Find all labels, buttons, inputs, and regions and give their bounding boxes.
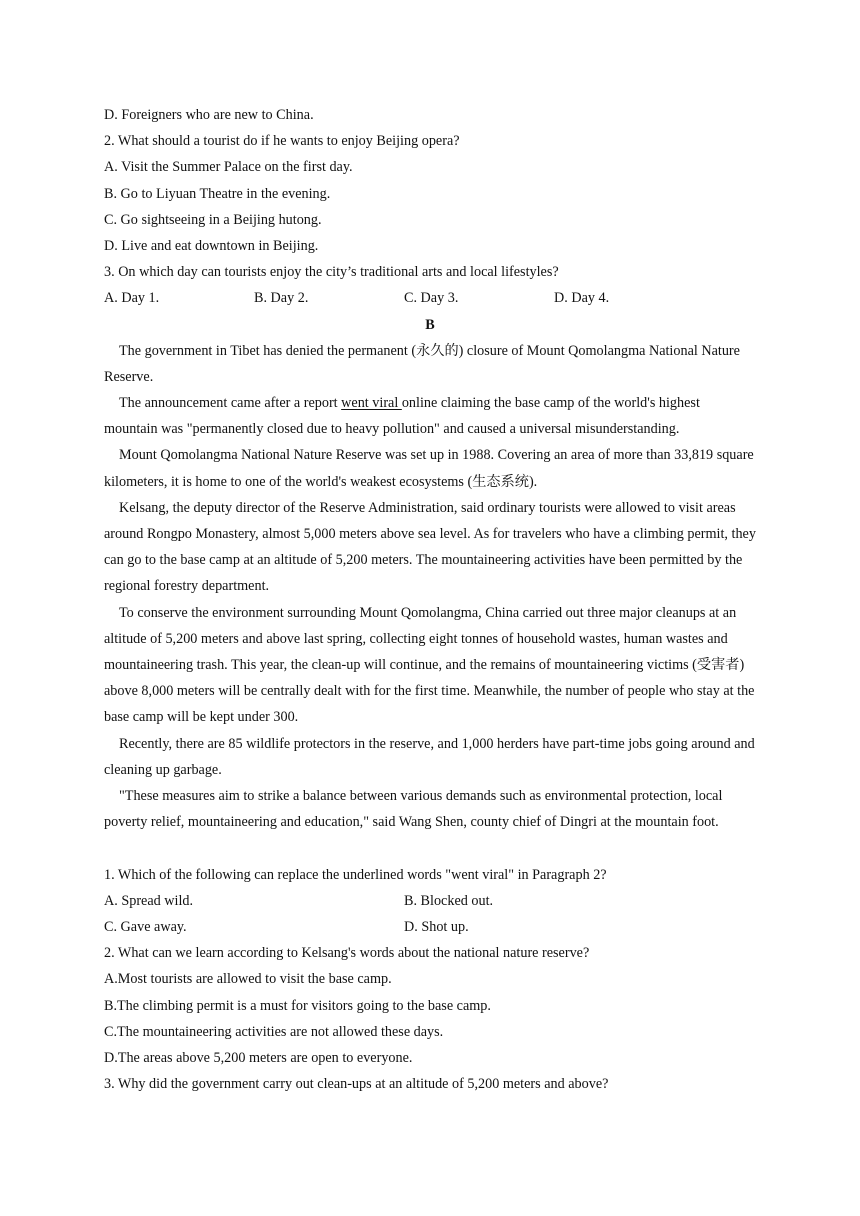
b-q1-option-c: C. Gave away.: [104, 919, 187, 936]
b-paragraph-2-after: online claiming the base camp of the world's highest mountain was "permanently closed due to heavy pollution" and caused a universal misunderstanding.: [104, 395, 700, 438]
a-q3-option-c: C. Day 3.: [404, 290, 459, 307]
b-q1-option-b: B. Blocked out.: [404, 892, 494, 909]
b-q2-option-a: A.Most tourists are allowed to visit the base camp.: [104, 971, 392, 988]
a-q3-stem: 3. On which day can tourists enjoy the city’s traditional arts and local lifestyles?: [104, 264, 559, 281]
a-q1-option-d: D. Foreigners who are new to China.: [104, 107, 314, 123]
b-q3-stem: 3. Why did the government carry out clean-ups at an altitude of 5,200 meters and above?: [104, 1076, 609, 1093]
b-paragraph-1: The government in Tibet has denied the permanent (永久的) closure of Mount Qomolangma National Nature Reserve.: [104, 342, 740, 385]
b-q1-options-row-2: [104, 914, 756, 940]
a-q2-stem: 2. What should a tourist do if he wants to enjoy Beijing opera?: [104, 133, 460, 150]
b-q1-option-d: D. Shot up.: [404, 919, 469, 936]
a-q3-options: [104, 285, 756, 311]
b-paragraph-6: Recently, there are 85 wildlife protectors in the reserve, and 1,000 herders have part-time jobs going around and cleaning up garbage.: [104, 735, 755, 778]
b-paragraph-3: Mount Qomolangma National Nature Reserve was set up in 1988. Covering an area of more than 33,819 square kilometers, it is home to one of the world's weakest ecosystems (生态系统).: [104, 447, 754, 490]
a-q2-option-a: A. Visit the Summer Palace on the first day.: [104, 159, 353, 176]
underlined-went-viral: went viral: [341, 395, 402, 412]
b-q2-option-d: D.The areas above 5,200 meters are open to everyone.: [104, 1049, 413, 1066]
b-q1-options-row-1: [104, 888, 756, 914]
b-paragraph-7: "These measures aim to strike a balance between various demands such as environmental protection, local poverty relief, mountaineering and education," said Wang Shen, county chief of Dingri at the mountain foot.: [104, 788, 723, 831]
section-b-heading: B: [425, 316, 435, 333]
b-q2-option-b: B.The climbing permit is a must for visitors going to the base camp.: [104, 997, 491, 1014]
b-paragraph-5: To conserve the environment surrounding Mount Qomolangma, China carried out three major cleanups at an altitude of 5,200 meters and above last spring, collecting eight tonnes of household wastes, human wastes and mountaineering trash. This year, the clean-up will continue, and the remains of mountaineering victims (受害者) above 8,000 meters will be centrally dealt with for the first time. Meanwhile, the number of people who stay at the base camp will be kept under 300.: [104, 604, 755, 726]
a-q3-option-b: B. Day 2.: [254, 290, 309, 307]
b-q1-stem: 1. Which of the following can replace the underlined words "went viral" in Paragraph 2?: [104, 866, 607, 883]
document-content: [104, 102, 756, 1097]
b-paragraph-2: [104, 390, 756, 442]
b-paragraph-4: Kelsang, the deputy director of the Reserve Administration, said ordinary tourists were allowed to visit areas around Rongpo Monastery, almost 5,000 meters above sea level. As for travelers who have a climbing permit, they can go to the base camp at an altitude of 5,200 meters. The mountaineering activities have been permitted by the regional forestry department.: [104, 499, 756, 595]
a-q3-option-a: A. Day 1.: [104, 290, 160, 307]
b-q2-stem: 2. What can we learn according to Kelsang's words about the national nature reserve?: [104, 945, 590, 962]
a-q2-option-d: D. Live and eat downtown in Beijing.: [104, 237, 319, 254]
a-q3-option-d: D. Day 4.: [554, 290, 610, 307]
b-q1-option-a: A. Spread wild.: [104, 892, 194, 909]
a-q2-option-c: C. Go sightseeing in a Beijing hutong.: [104, 211, 322, 228]
b-q2-option-c: C.The mountaineering activities are not allowed these days.: [104, 1023, 444, 1040]
b-paragraph-2-before: The announcement came after a report: [119, 395, 342, 412]
a-q2-option-b: B. Go to Liyuan Theatre in the evening.: [104, 185, 331, 202]
